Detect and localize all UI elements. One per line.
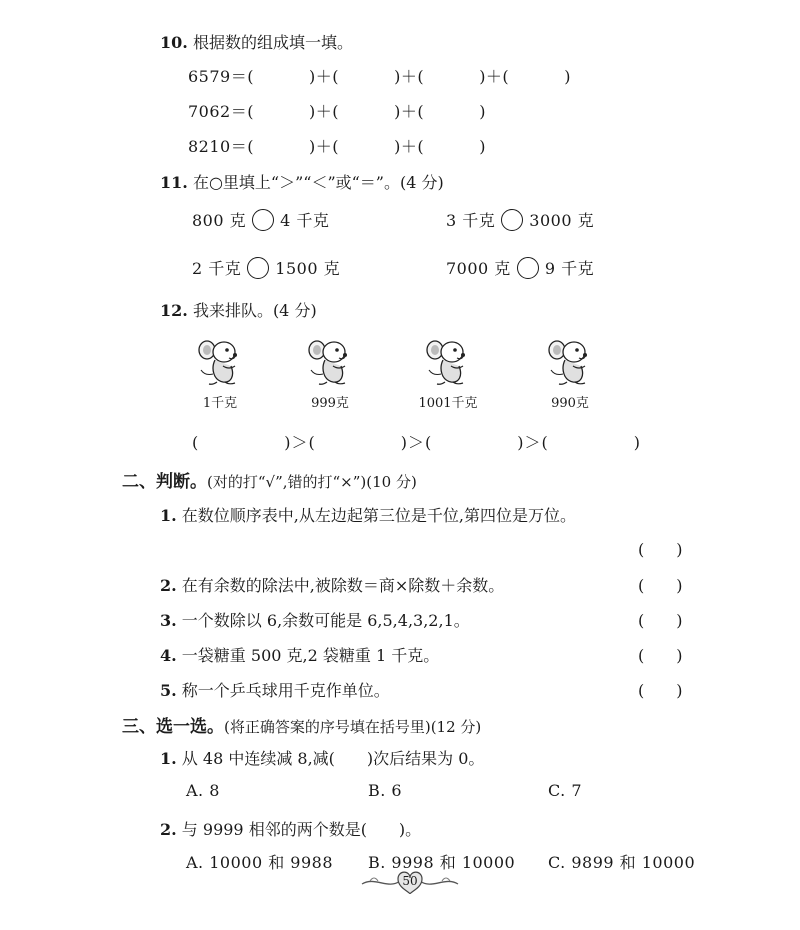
judge-item-4 xyxy=(160,643,439,666)
q11-item-3-left: 2 千克 xyxy=(192,259,242,278)
choice-q2-number: 2. xyxy=(160,820,177,839)
q11-item-1-left: 800 克 xyxy=(192,211,247,230)
judge-item-5-number: 5. xyxy=(160,681,177,700)
section3-title: 三、选一选。 xyxy=(122,717,224,737)
mouse-figure-1 xyxy=(190,338,250,411)
mouse-figure-4 xyxy=(540,338,600,411)
judge-item-1-answer[interactable]: ( ) xyxy=(638,540,683,559)
mouse-icon xyxy=(425,338,471,388)
choice-q1-number: 1. xyxy=(160,749,177,768)
choice-q1-text[interactable]: 从 48 中连续减 8,减( )次后结果为 0。 xyxy=(181,749,485,768)
q11-item-4 xyxy=(446,256,594,279)
choice-q1-option-c: C. 7 xyxy=(548,781,583,800)
choice-q1-option-a: A. 8 xyxy=(186,781,220,800)
q12-title: 我来排队。(4 分) xyxy=(192,301,317,320)
judge-item-3 xyxy=(160,608,470,631)
compare-circle[interactable] xyxy=(501,209,523,231)
choice-q2-option-c: C. 9899 和 10000 xyxy=(548,853,696,872)
compare-circle[interactable] xyxy=(252,209,274,231)
choice-q1-option-b: B. 6 xyxy=(368,781,403,800)
section2-title: 二、判断。 xyxy=(122,472,207,492)
q10-line-2: 7062＝( )＋( )＋( ) xyxy=(188,102,486,121)
q11-item-4-left: 7000 克 xyxy=(446,259,511,278)
q11-item-2-left: 3 千克 xyxy=(446,211,496,230)
judge-item-3-text: 一个数除以 6,余数可能是 6,5,4,3,2,1。 xyxy=(181,611,470,630)
judge-item-1 xyxy=(160,503,576,526)
q10-heading xyxy=(160,30,353,53)
q11-item-2 xyxy=(446,208,594,231)
mouse-label-1: 1千克 xyxy=(202,396,238,411)
mouse-icon xyxy=(547,338,593,388)
section2-heading xyxy=(122,467,417,492)
q11-item-4-right: 9 千克 xyxy=(544,259,595,278)
q11-number: 11. xyxy=(160,173,188,192)
q12-number: 12. xyxy=(160,301,188,320)
judge-item-4-text: 一袋糖重 500 克,2 袋糖重 1 千克。 xyxy=(181,646,440,665)
judge-item-4-number: 4. xyxy=(160,646,177,665)
compare-circle[interactable] xyxy=(517,257,539,279)
choice-q2-option-b: B. 9998 和 10000 xyxy=(368,853,516,872)
mouse-icon xyxy=(197,338,243,388)
q12-heading xyxy=(160,298,317,321)
q11-item-3 xyxy=(192,256,340,279)
judge-item-2-answer[interactable]: ( ) xyxy=(638,576,683,595)
q10-line-3: 8210＝( )＋( )＋( ) xyxy=(188,137,486,156)
compare-circle[interactable] xyxy=(247,257,269,279)
judge-item-5 xyxy=(160,678,390,701)
q10-number: 10. xyxy=(160,33,188,52)
mouse-label-3: 1001千克 xyxy=(418,396,478,411)
judge-item-5-text: 称一个乒乓球用千克作单位。 xyxy=(181,681,390,700)
q12-answer-line[interactable]: ( )＞( )＞( )＞( ) xyxy=(192,433,641,452)
section2-subtitle: (对的打“√”,错的打“×”)(10 分) xyxy=(207,473,417,491)
mouse-label-2: 999克 xyxy=(311,396,349,411)
page-footer-ornament xyxy=(360,866,460,896)
mouse-icon xyxy=(307,338,353,388)
q11-title: 在○里填上“＞”“＜”或“＝”。(4 分) xyxy=(192,173,444,192)
judge-item-2-number: 2. xyxy=(160,576,177,595)
q10-title: 根据数的组成填一填。 xyxy=(192,33,353,52)
choice-q2 xyxy=(160,817,421,840)
choice-q2-option-a: A. 10000 和 9988 xyxy=(186,853,334,872)
page-number: 50 xyxy=(402,874,418,888)
q11-item-1 xyxy=(192,208,329,231)
q11-heading xyxy=(160,170,444,193)
q11-item-3-right: 1500 克 xyxy=(275,259,341,278)
judge-item-4-answer[interactable]: ( ) xyxy=(638,646,683,665)
judge-item-1-number: 1. xyxy=(160,506,177,525)
choice-q2-text[interactable]: 与 9999 相邻的两个数是( )。 xyxy=(181,820,422,839)
judge-item-3-number: 3. xyxy=(160,611,177,630)
section3-subtitle: (将正确答案的序号填在括号里)(12 分) xyxy=(224,718,482,736)
judge-item-3-answer[interactable]: ( ) xyxy=(638,611,683,630)
judge-item-2 xyxy=(160,573,504,596)
q11-item-2-right: 3000 克 xyxy=(529,211,595,230)
choice-q1 xyxy=(160,746,484,769)
judge-item-1-text: 在数位顺序表中,从左边起第三位是千位,第四位是万位。 xyxy=(181,506,576,525)
judge-item-5-answer[interactable]: ( ) xyxy=(638,681,683,700)
q11-item-1-right: 4 千克 xyxy=(280,211,330,230)
mouse-label-4: 990克 xyxy=(551,396,589,411)
q10-line-1: 6579＝( )＋( )＋( )＋( ) xyxy=(188,67,572,86)
mouse-figure-3 xyxy=(418,338,478,411)
mouse-figure-2 xyxy=(300,338,360,411)
judge-item-2-text: 在有余数的除法中,被除数＝商×除数＋余数。 xyxy=(181,576,505,595)
section3-heading xyxy=(122,712,481,737)
